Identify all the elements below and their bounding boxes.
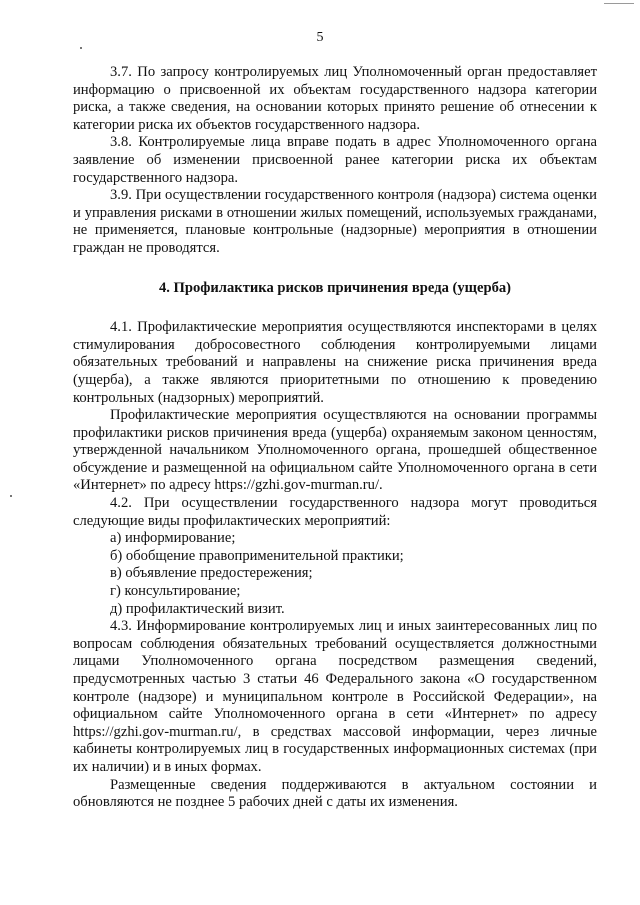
- paragraph-4-1: 4.1. Профилактические мероприятия осуществляются инспекторами в целях стимулирования добросовестного соблюдения контролируемыми лицами обязательных требований и направлены на снижение риска причинения вреда (ущерба), а также являются приоритетными по отношению к проведению контрольных (надзорных) мероприятий.: [73, 319, 597, 406]
- paragraph-update: Размещенные сведения поддерживаются в актуальном состоянии и обновляются не позднее 5 рабочих дней с даты их изменения.: [73, 776, 597, 811]
- document-body: [73, 64, 597, 812]
- paragraph-4-2: 4.2. При осуществлении государственного надзора могут проводиться следующие виды профилактических мероприятий:: [73, 495, 597, 529]
- paragraph-4-3: 4.3. Информирование контролируемых лиц и иных заинтересованных лиц по вопросам соблюдения обязательных требований осуществляется должностными лицами Уполномоченного органа посредством размещения сведений, предусмотренных частью 3 статьи 46 Федерального закона «О государственном контроле (надзоре) и муниципальном контроле в Российской Федерации», на официальном сайте Уполномоченного органа в сети «Интернет» по адресу https://gzhi.gov-murman.ru/, в средствах массовой информации, через личные кабинеты контролируемых лиц в государственных информационных системах (при их наличии) и в иных формах.: [73, 618, 597, 775]
- scan-mark: [604, 3, 634, 4]
- section-heading: 4. Профилактика рисков причинения вреда (ущерба): [158, 279, 512, 296]
- paragraph-3-9: 3.9. При осуществлении государственного контроля (надзора) система оценки и управления рисками в отношении жилых помещений, используемых гражданами, не применяется, плановые контрольные (надзорные) мероприятия в отношении граждан не проводятся.: [73, 187, 597, 256]
- list-item: а) информирование;: [110, 530, 236, 547]
- paragraph-3-8: 3.8. Контролируемые лица вправе подать в адрес Уполномоченного органа заявление об изменении присвоенной ранее категории риска их объектам государственного надзора.: [73, 134, 597, 186]
- list-item: в) объявление предостережения;: [110, 565, 313, 582]
- scan-dot: [10, 495, 12, 497]
- list-item: д) профилактический визит.: [110, 600, 285, 617]
- list-item: г) консультирование;: [110, 583, 241, 600]
- paragraph-3-7: 3.7. По запросу контролируемых лиц Уполномоченный орган предоставляет информацию о присвоенной их объектам государственного надзора категории риска, а также сведения, на основании которых принято решение об отнесении к категории риска их объектов государственного надзора.: [73, 64, 597, 133]
- scan-dot: [80, 47, 82, 49]
- paragraph-program: Профилактические мероприятия осуществляются на основании программы профилактики рисков причинения вреда (ущерба) охраняемым законом ценностям, утвержденной начальником Уполномоченного органа, прошедшей общественное обсуждение и размещенной на официальном сайте Уполномоченного органа в сети «Интернет» по адресу https://gzhi.gov-murman.ru/.: [73, 407, 597, 494]
- list-item: б) обобщение правоприменительной практики;: [110, 547, 404, 564]
- page-number: 5: [316, 30, 324, 45]
